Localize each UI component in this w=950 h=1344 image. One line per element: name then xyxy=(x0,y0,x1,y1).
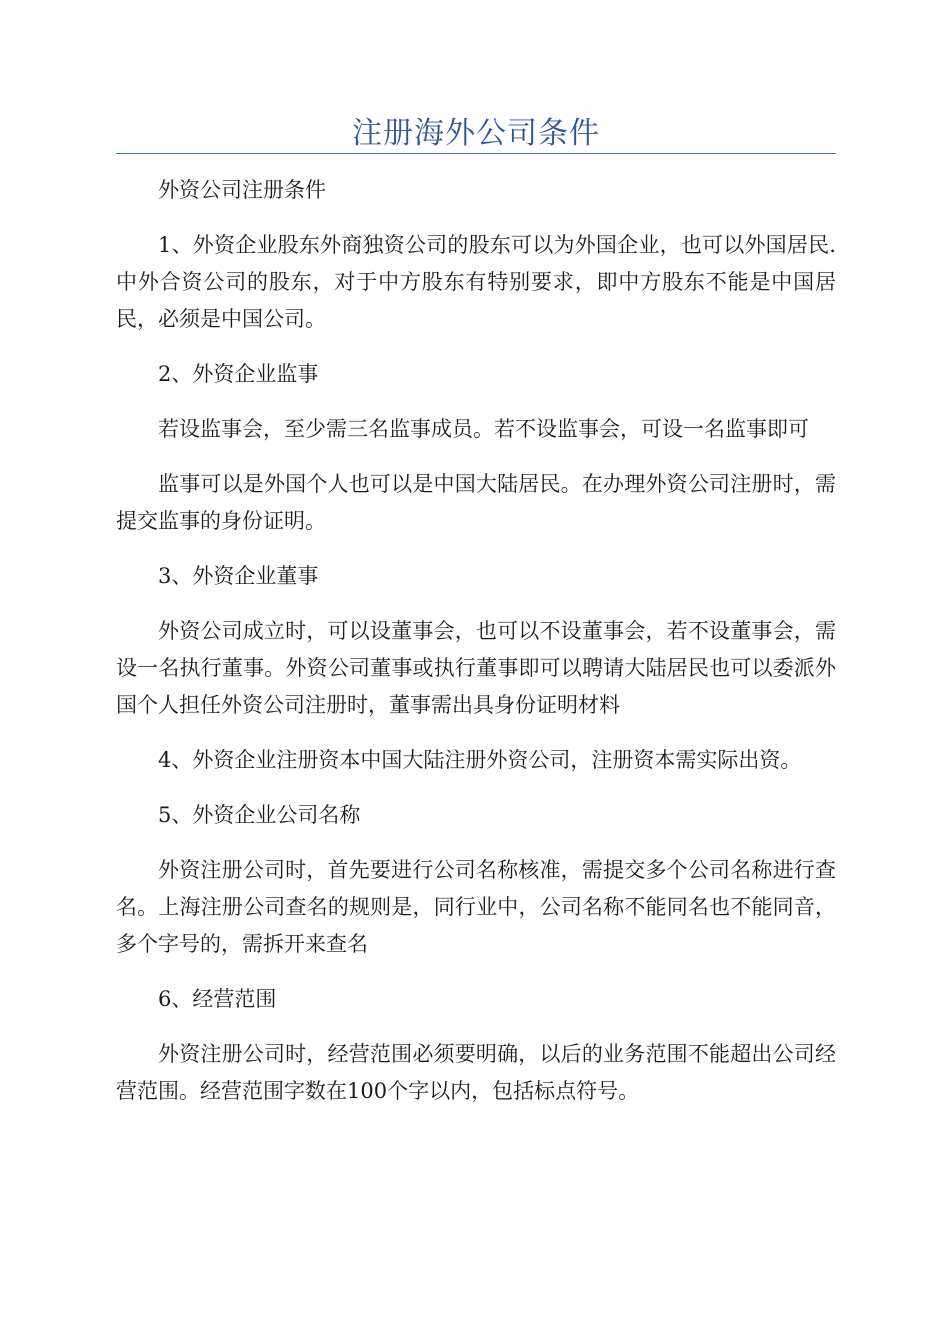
title-underline xyxy=(116,153,836,154)
section-heading: 2、外资企业监事 xyxy=(158,362,319,386)
paragraph: 若设监事会，至少需三名监事成员。若不设监事会，可设一名监事即可 xyxy=(158,417,809,441)
section-heading: 3、外资企业董事 xyxy=(158,564,319,588)
paragraph: 外资注册公司时，经营范围必须要明确，以后的业务范围不能超出公司经营范围。经营范围字数在100个字以内，包括标点符号。 xyxy=(116,1042,836,1103)
section-heading: 外资公司注册条件 xyxy=(158,178,326,202)
paragraph: 外资注册公司时，首先要进行公司名称核准，需提交多个公司名称进行查名。上海注册公司查名的规则是，同行业中，公司名称不能同名也不能同音，多个字号的，需拆开来查名 xyxy=(116,858,836,956)
paragraph: 外资公司成立时，可以设董事会，也可以不设董事会，若不设董事会，需设一名执行董事。外资公司董事或执行董事即可以聘请大陆居民也可以委派外国个人担任外资公司注册时，董事需出具身份证明材料 xyxy=(116,619,836,717)
section-heading: 5、外资企业公司名称 xyxy=(158,803,361,827)
document-body xyxy=(116,172,836,1128)
paragraph: 监事可以是外国个人也可以是中国大陆居民。在办理外资公司注册时，需提交监事的身份证明。 xyxy=(116,472,836,533)
paragraph: 1、外资企业股东外商独资公司的股东可以为外国企业，也可以外国居民.中外合资公司的股东，对于中方股东有特别要求，即中方股东不能是中国居民，必须是中国公司。 xyxy=(116,233,836,331)
section-heading: 6、经营范围 xyxy=(158,987,277,1011)
document-title: 注册海外公司条件 xyxy=(352,116,600,151)
paragraph: 4、外资企业注册资本中国大陆注册外资公司，注册资本需实际出资。 xyxy=(158,748,802,772)
